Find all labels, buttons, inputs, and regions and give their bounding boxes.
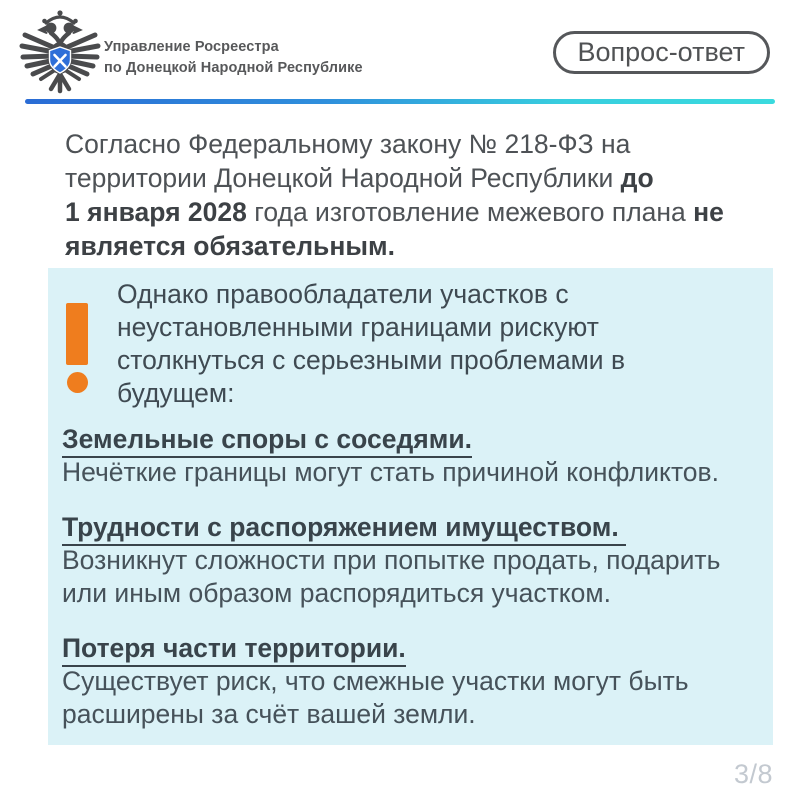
divider-line [25,99,775,104]
risk-item-line: Существует риск, что смежные участки могут быть [62,666,689,696]
risk-item-line: Нечёткие границы могут стать причиной конфликтов. [62,457,719,487]
lead-line: неустановленными границами рискуют [117,312,599,342]
exclamation-bar [66,303,88,365]
risk-item-description [62,665,757,731]
org-name-line2: по Донецкой Народной Республике [104,59,363,76]
risk-item-line: Возникнут сложности при попытке продать, подарить [62,545,721,575]
intro-line [65,127,775,161]
intro-text-bold: не [693,197,724,227]
page-indicator: 3/8 [733,759,773,789]
intro-text: территории Донецкой Народной Республики [65,163,621,193]
intro-line [65,161,775,195]
risk-item-line: или иным образом распорядиться участком. [62,578,611,608]
intro-text-bold: является обязательным. [65,231,395,261]
double-headed-eagle-icon [18,8,102,96]
lead-line: столкнуться с серьезными проблемами в [117,345,626,375]
risk-item-title [62,632,757,665]
risk-item-line: расширены за счёт вашей земли. [62,699,476,729]
risk-item-description [62,456,757,489]
org-name-line1: Управление Росреестра [104,39,279,55]
intro-line [65,229,775,263]
risk-item-title-text: Потеря части территории. [62,633,406,667]
intro-text-bold: 1 января 2028 [65,197,247,227]
warning-box [48,268,773,745]
intro-text-bold: до [620,163,654,193]
exclamation-dot [67,372,88,393]
exclamation-icon [64,303,94,410]
risk-item-territory-loss [62,632,757,731]
risk-item-title-text: Земельные споры с соседями. [62,424,472,458]
lead-line: будущем: [117,378,235,408]
intro-paragraph [65,127,775,263]
org-name [104,37,363,78]
intro-text: года изготовление межевого плана [246,197,694,227]
risk-item-title-text: Трудности с распоряжением имуществом. [62,512,626,546]
risk-item-title [62,423,757,456]
warning-lead-row [62,278,757,410]
question-answer-badge[interactable]: Вопрос-ответ [553,31,770,74]
risk-item-description [62,544,757,610]
intro-line [65,195,775,229]
risk-item-land-disputes [62,423,757,489]
risk-item-property-disposal [62,511,757,610]
lead-line: Однако правообладатели участков с [117,279,569,309]
rosreestr-emblem-logo [18,8,102,96]
warning-lead-text [117,278,625,410]
risk-item-title [62,511,757,544]
intro-text: Согласно Федеральному закону № 218-ФЗ на [65,129,631,159]
